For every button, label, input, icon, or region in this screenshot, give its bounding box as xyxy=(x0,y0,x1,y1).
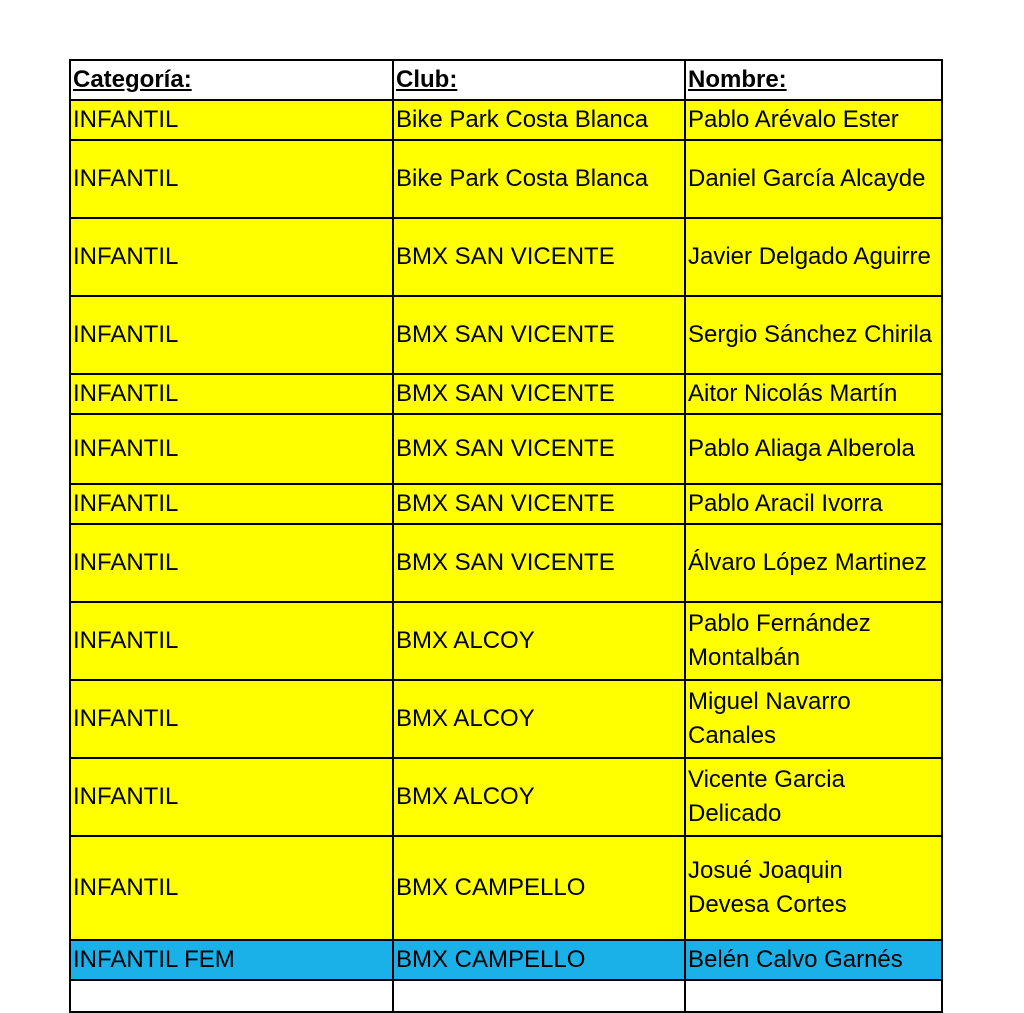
cell-nombre[interactable]: Javier Delgado Aguirre xyxy=(685,218,942,296)
cell-nombre[interactable]: Belén Calvo Garnés xyxy=(685,940,942,980)
cell-club[interactable]: BMX ALCOY xyxy=(393,602,685,680)
table-row xyxy=(70,940,942,980)
cell-nombre[interactable]: Sergio Sánchez Chirila xyxy=(685,296,942,374)
cell-categoria[interactable]: INFANTIL xyxy=(70,524,393,602)
header-club[interactable]: Club: xyxy=(393,60,685,100)
cell-nombre[interactable]: Daniel García Alcayde xyxy=(685,140,942,218)
cell-nombre[interactable]: Aitor Nicolás Martín xyxy=(685,374,942,414)
cell-categoria[interactable]: INFANTIL xyxy=(70,602,393,680)
empty-cell[interactable] xyxy=(685,980,942,1012)
cell-club[interactable]: BMX ALCOY xyxy=(393,758,685,836)
cell-categoria[interactable]: INFANTIL FEM xyxy=(70,940,393,980)
empty-row xyxy=(70,980,942,1012)
table-row xyxy=(70,374,942,414)
cell-categoria[interactable]: INFANTIL xyxy=(70,100,393,140)
cell-club[interactable]: Bike Park Costa Blanca xyxy=(393,100,685,140)
cell-nombre[interactable]: Álvaro López Martinez xyxy=(685,524,942,602)
table-row xyxy=(70,140,942,218)
table-row xyxy=(70,484,942,524)
table-row xyxy=(70,524,942,602)
table-row xyxy=(70,218,942,296)
cell-categoria[interactable]: INFANTIL xyxy=(70,484,393,524)
header-nombre[interactable]: Nombre: xyxy=(685,60,942,100)
cell-categoria[interactable]: INFANTIL xyxy=(70,414,393,484)
cell-nombre[interactable]: Pablo Aliaga Alberola xyxy=(685,414,942,484)
cell-club[interactable]: BMX SAN VICENTE xyxy=(393,374,685,414)
cell-club[interactable]: BMX SAN VICENTE xyxy=(393,296,685,374)
cell-categoria[interactable]: INFANTIL xyxy=(70,836,393,940)
cell-club[interactable]: BMX SAN VICENTE xyxy=(393,524,685,602)
cell-club[interactable]: BMX SAN VICENTE xyxy=(393,484,685,524)
cell-nombre[interactable]: Pablo Arévalo Ester xyxy=(685,100,942,140)
table-row xyxy=(70,602,942,680)
cell-nombre[interactable]: Josué Joaquin Devesa Cortes xyxy=(685,836,942,940)
cell-categoria[interactable]: INFANTIL xyxy=(70,140,393,218)
cell-categoria[interactable]: INFANTIL xyxy=(70,296,393,374)
empty-cell[interactable] xyxy=(393,980,685,1012)
cell-categoria[interactable]: INFANTIL xyxy=(70,680,393,758)
cell-categoria[interactable]: INFANTIL xyxy=(70,374,393,414)
cell-nombre[interactable]: Vicente Garcia Delicado xyxy=(685,758,942,836)
cell-categoria[interactable]: INFANTIL xyxy=(70,218,393,296)
cell-club[interactable]: BMX SAN VICENTE xyxy=(393,218,685,296)
participants-table xyxy=(69,59,943,1013)
table-row xyxy=(70,100,942,140)
cell-club[interactable]: Bike Park Costa Blanca xyxy=(393,140,685,218)
table-row xyxy=(70,836,942,940)
cell-nombre[interactable]: Miguel Navarro Canales xyxy=(685,680,942,758)
table-row xyxy=(70,296,942,374)
empty-cell[interactable] xyxy=(70,980,393,1012)
cell-categoria[interactable]: INFANTIL xyxy=(70,758,393,836)
table-header-row xyxy=(70,60,942,100)
table-row xyxy=(70,758,942,836)
cell-club[interactable]: BMX ALCOY xyxy=(393,680,685,758)
cell-club[interactable]: BMX CAMPELLO xyxy=(393,940,685,980)
header-categoria[interactable]: Categoría: xyxy=(70,60,393,100)
cell-nombre[interactable]: Pablo Aracil Ivorra xyxy=(685,484,942,524)
table-row xyxy=(70,680,942,758)
cell-nombre[interactable]: Pablo Fernández Montalbán xyxy=(685,602,942,680)
cell-club[interactable]: BMX CAMPELLO xyxy=(393,836,685,940)
table-row xyxy=(70,414,942,484)
cell-club[interactable]: BMX SAN VICENTE xyxy=(393,414,685,484)
